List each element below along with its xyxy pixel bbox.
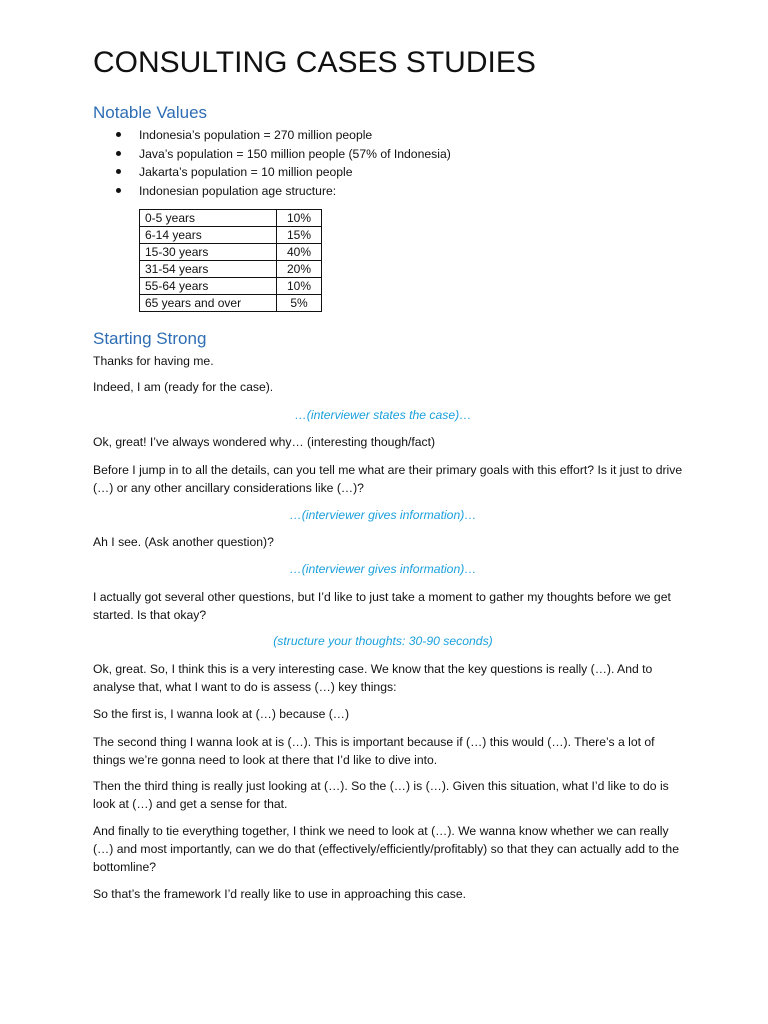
percentage-cell: 10% [277,210,322,227]
table-row [140,210,322,227]
paragraph: And finally to tie everything together, I think we need to look at (…). We wanna know whether we can really (…) and most importantly, can we do that (effectively/efficiently/profitably) so that they can actually add to the bottomline? [93,824,679,874]
paragraph: Before I jump in to all the details, can you tell me what are their primary goals with this effort? Is it just to drive (…) or any other ancillary considerations like (…)? [93,463,683,495]
list-item-text: Indonesia’s population = 270 million people [139,128,373,142]
percentage-cell: 15% [277,227,322,244]
paragraph: I actually got several other questions, but I’d like to just take a moment to gather my thoughts before we get started. Is that okay? [93,590,671,622]
list-item [93,182,451,201]
age-group-cell: 31-54 years [140,261,277,278]
age-group-cell: 65 years and over [140,295,277,312]
table-row [140,261,322,278]
table-row [140,278,322,295]
notable-values-list [93,126,451,200]
age-group-cell: 0-5 years [140,210,277,227]
bullet-icon [116,132,121,137]
list-item [93,163,451,182]
section-heading-starting-strong: Starting Strong [93,329,207,348]
paragraph: Ok, great. So, I think this is a very interesting case. We know that the key questions is really (…). And to analyse that, what I want to do is assess (…) key things: [93,662,653,694]
percentage-cell: 10% [277,278,322,295]
list-item-text: Indonesian population age structure: [139,183,337,198]
percentage-cell: 40% [277,244,322,261]
paragraph: So the first is, I wanna look at (…) because (…) [93,707,350,721]
list-item-text: Jakarta’s population = 10 million people [139,165,353,179]
bullet-icon [116,188,121,193]
bullet-icon [116,151,121,156]
stage-direction: …(interviewer gives information)… [289,562,477,576]
paragraph: Then the third thing is really just looking at (…). So the (…) is (…). Given this situation, what I’d like to do is look at (…) and get a sense for that. [93,779,669,811]
list-item-text: Java’s population = 150 million people (57% of Indonesia) [139,146,451,161]
paragraph: The second thing I wanna look at is (…). This is important because if (…) this would (…). There’s a lot of things we’re gonna need to look at there that I’d like to dive into. [93,735,655,767]
age-group-cell: 15-30 years [140,244,277,261]
table-row [140,244,322,261]
age-group-cell: 55-64 years [140,278,277,295]
bullet-icon [116,169,121,174]
table-row [140,227,322,244]
percentage-cell: 20% [277,261,322,278]
percentage-cell: 5% [277,295,322,312]
paragraph: So that’s the framework I’d really like to use in approaching this case. [93,887,467,901]
stage-direction: …(interviewer gives information)… [289,508,477,522]
paragraph: Thanks for having me. [93,354,214,368]
list-item [93,145,451,164]
stage-direction: …(interviewer states the case)… [294,408,472,422]
paragraph: Ok, great! I’ve always wondered why… (interesting though/fact) [93,435,436,449]
age-structure-table [139,209,322,312]
paragraph: Indeed, I am (ready for the case). [93,380,274,394]
stage-direction: (structure your thoughts: 30-90 seconds) [273,634,493,648]
table-row [140,295,322,312]
list-item [93,126,451,145]
page-title: CONSULTING CASES STUDIES [93,46,536,79]
section-heading-notable-values: Notable Values [93,103,208,122]
age-group-cell: 6-14 years [140,227,277,244]
paragraph: Ah I see. (Ask another question)? [93,535,274,549]
